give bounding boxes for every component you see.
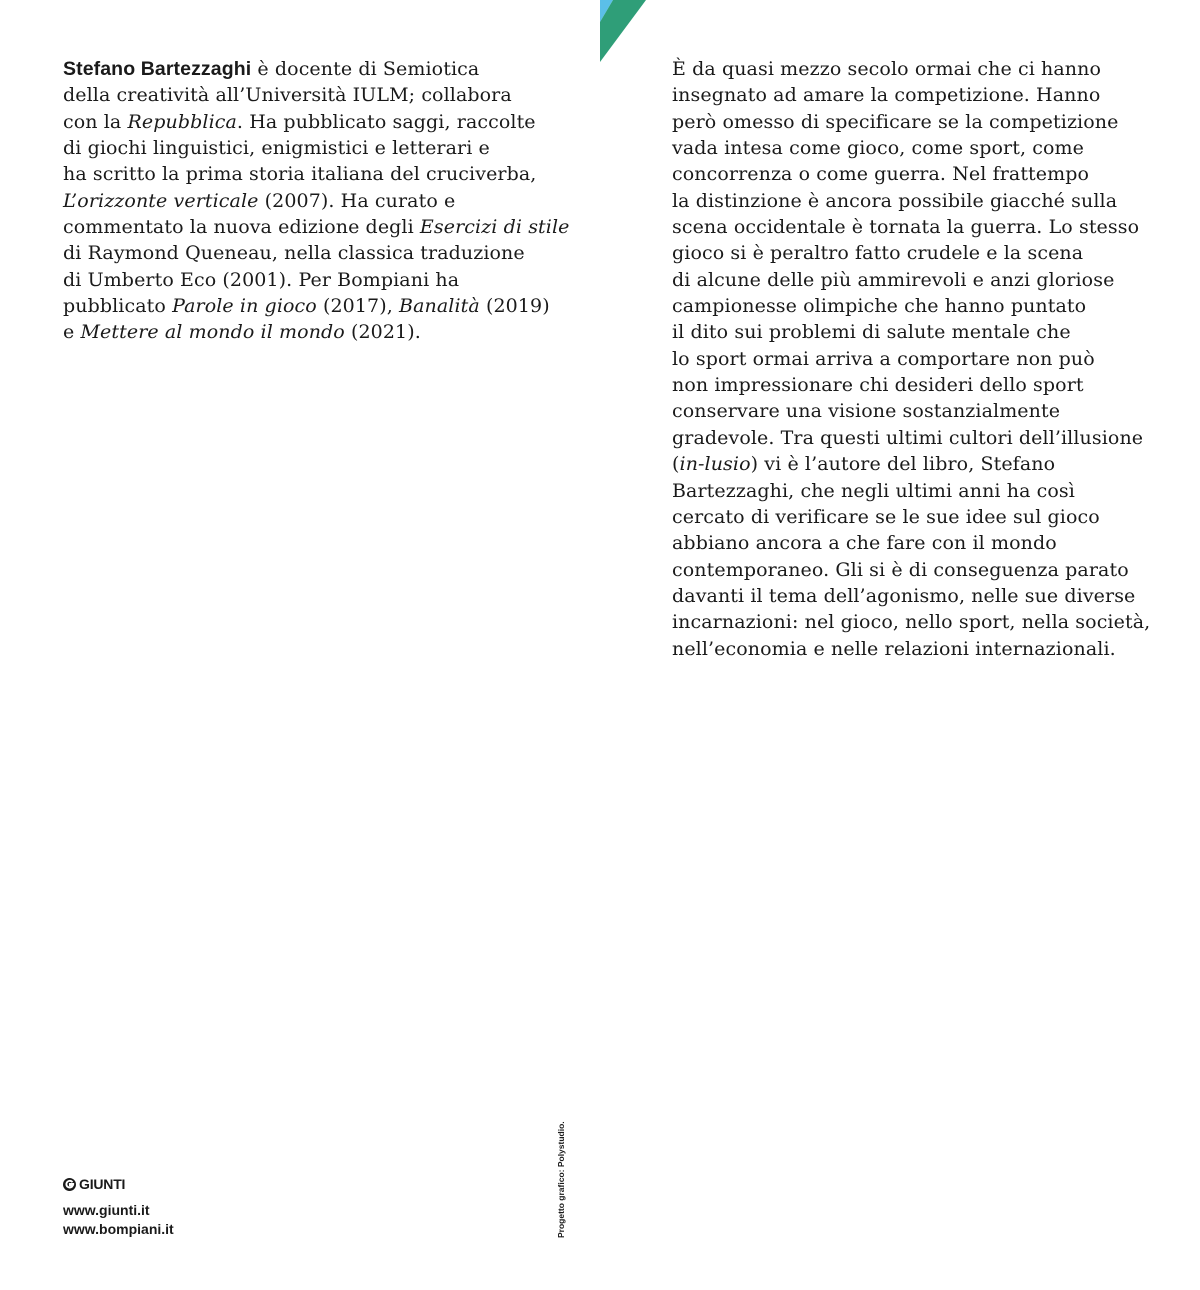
- text-run: È da quasi mezzo secolo ormai che ci hanno: [672, 58, 1101, 80]
- text-run: della creatività all’Università IULM; collabora: [63, 84, 512, 107]
- bio-line: [63, 188, 583, 214]
- bio-line: [63, 319, 583, 345]
- text-run: (2007). Ha curato e: [258, 189, 456, 212]
- description-line: [672, 135, 1172, 161]
- text-run: davanti il tema dell’agonismo, nelle sue diverse: [672, 584, 1136, 607]
- description-line: [672, 372, 1172, 398]
- text-run: di Umberto Eco (2001). Per Bompiani ha: [63, 268, 460, 291]
- description-line: [672, 319, 1172, 345]
- author-name: Stefano Bartezzaghi: [63, 58, 252, 80]
- text-run: nell’economia e nelle relazioni internazionali.: [672, 637, 1116, 660]
- text-run: insegnato ad amare la competizione. Hanno: [672, 84, 1101, 107]
- website-giunti: www.giunti.it: [63, 1202, 150, 1218]
- text-run: il dito sui problemi di salute mentale che: [672, 321, 1071, 344]
- website-bompiani: www.bompiani.it: [63, 1221, 174, 1237]
- bio-line: [63, 161, 583, 187]
- italic-title: Banalità: [399, 295, 480, 318]
- text-run: scena occidentale è tornata la guerra. Lo stesso: [672, 216, 1140, 239]
- giunti-g-logo-icon: [63, 1178, 76, 1191]
- text-run: cercato di verificare se le sue idee sul gioco: [672, 505, 1100, 528]
- description-line: [672, 188, 1172, 214]
- description-line: [672, 240, 1172, 266]
- design-credit: Progetto grafico: Polystudio.: [556, 1121, 566, 1238]
- publisher-logo: [63, 1176, 125, 1192]
- description-line: [672, 451, 1172, 477]
- bio-line: [63, 135, 583, 161]
- bio-line: [63, 293, 583, 319]
- description-line: [672, 636, 1172, 662]
- text-run: campionesse olimpiche che hanno puntato: [672, 295, 1087, 318]
- bio-first-line: [63, 56, 583, 82]
- text-run: e: [63, 321, 81, 344]
- italic-title: Parole in gioco: [172, 295, 317, 318]
- description-line: [672, 82, 1172, 108]
- text-run: concorrenza o come guerra. Nel frattempo: [672, 163, 1090, 186]
- bio-line: [63, 214, 583, 240]
- text-run: gioco si è peraltro fatto crudele e la scena: [672, 242, 1084, 265]
- description-line: [672, 109, 1172, 135]
- text-run: abbiano ancora a che fare con il mondo: [672, 532, 1057, 555]
- text-run: però omesso di specificare se la competizione: [672, 110, 1119, 133]
- text-run: la distinzione è ancora possibile giacché sulla: [672, 189, 1118, 212]
- description-line: [672, 161, 1172, 187]
- text-run: conservare una visione sostanzialmente: [672, 400, 1061, 423]
- description-line: [672, 425, 1172, 451]
- description-line: [672, 267, 1172, 293]
- description-line: [672, 56, 1172, 82]
- text-run: (2021).: [344, 321, 421, 344]
- description-line: [672, 346, 1172, 372]
- book-description: [672, 56, 1172, 662]
- text-run: con la: [63, 110, 128, 133]
- corner-stripe-decoration: [600, 0, 646, 62]
- text-run: incarnazioni: nel gioco, nello sport, nella società,: [672, 611, 1151, 634]
- description-line: [672, 293, 1172, 319]
- text-run: (2019): [479, 295, 550, 318]
- text-run: di giochi linguistici, enigmistici e letterari e: [63, 137, 490, 160]
- italic-title: L’orizzonte verticale: [63, 189, 259, 212]
- text-run: . Ha pubblicato saggi, raccolte: [236, 110, 536, 133]
- text-run: (2017),: [316, 295, 400, 318]
- description-line: [672, 609, 1172, 635]
- bio-line: [63, 240, 583, 266]
- italic-title: Mettere al mondo il mondo: [80, 321, 345, 344]
- text-run: lo sport ormai arriva a comportare non può: [672, 347, 1095, 370]
- text-run: (: [672, 453, 680, 476]
- description-line: [672, 398, 1172, 424]
- bio-line: [63, 109, 583, 135]
- text-run: commentato la nuova edizione degli: [63, 216, 420, 239]
- description-line: [672, 214, 1172, 240]
- text-run: Bartezzaghi, che negli ultimi anni ha così: [672, 479, 1075, 502]
- description-line: [672, 504, 1172, 530]
- bio-line: [63, 82, 583, 108]
- text-run: ha scritto la prima storia italiana del cruciverba,: [63, 163, 537, 186]
- italic-title: Repubblica: [127, 110, 237, 133]
- author-bio: [63, 56, 583, 346]
- text-run: gradevole. Tra questi ultimi cultori dell’illusione: [672, 426, 1144, 449]
- description-line: [672, 530, 1172, 556]
- italic-title: in-lusio: [679, 453, 751, 476]
- text-run: non impressionare chi desideri dello sport: [672, 374, 1084, 397]
- text-run: pubblicato: [63, 295, 173, 318]
- text-run: contemporaneo. Gli si è di conseguenza parato: [672, 558, 1129, 581]
- publisher-logo-text: GIUNTI: [79, 1176, 126, 1192]
- text-run: ) vi è l’autore del libro, Stefano: [750, 453, 1056, 476]
- publisher-websites: [63, 1201, 174, 1239]
- text-run: è docente di Semiotica: [251, 58, 480, 80]
- text-run: di Raymond Queneau, nella classica traduzione: [63, 242, 525, 265]
- description-line: [672, 478, 1172, 504]
- bio-line: [63, 267, 583, 293]
- text-run: di alcune delle più ammirevoli e anzi gloriose: [672, 268, 1115, 291]
- description-line: [672, 557, 1172, 583]
- text-run: vada intesa come gioco, come sport, come: [672, 137, 1084, 160]
- italic-title: Esercizi di stile: [419, 216, 570, 239]
- description-line: [672, 583, 1172, 609]
